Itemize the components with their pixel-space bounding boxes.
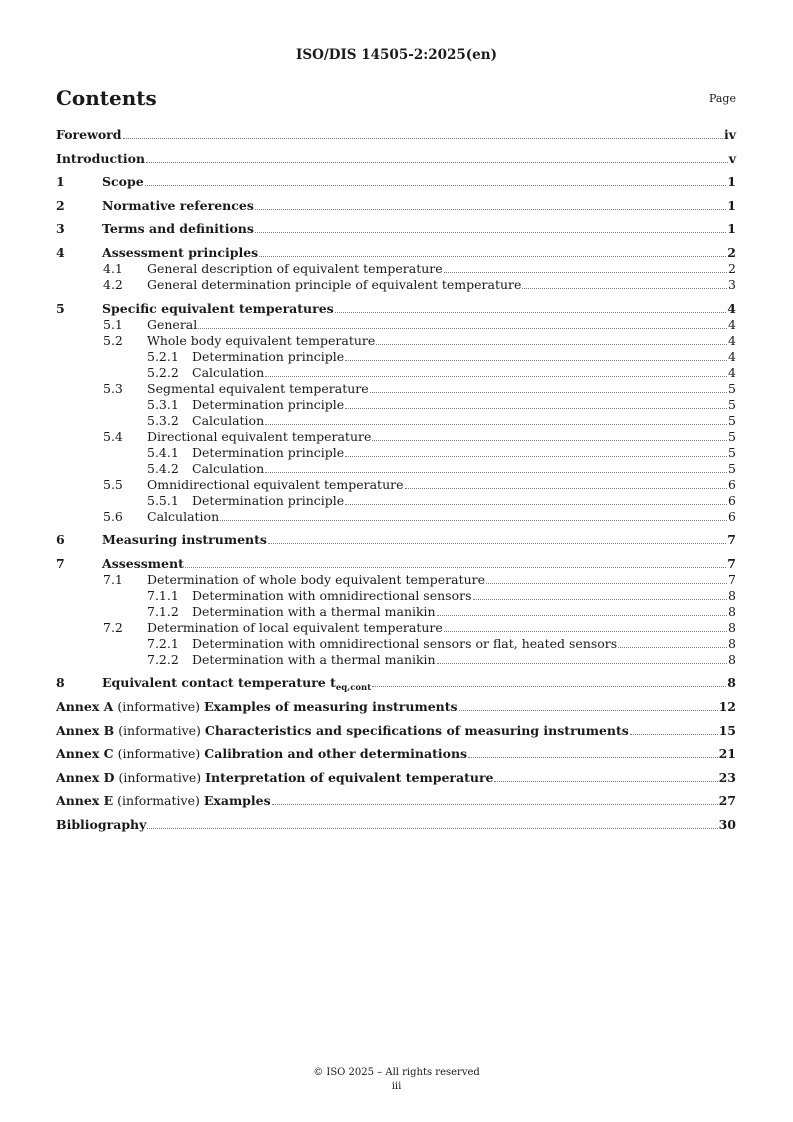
toc-entry-annex-e[interactable]: Annex E (informative) Examples 27 (56, 793, 736, 809)
dot-leader (345, 504, 727, 505)
page-column-label: Page (708, 92, 736, 105)
dot-leader (376, 344, 727, 345)
copyright-notice: © ISO 2025 – All rights reserved (313, 1067, 480, 1078)
annex-title: Interpretation of equivalent temperature (205, 769, 494, 785)
toc-entry-foreword[interactable]: Foreword iv (56, 127, 736, 142)
annex-label: Annex E (56, 793, 114, 809)
dot-leader (459, 710, 718, 711)
annex-title: Characteristics and specifications of measuring instruments (204, 722, 629, 738)
dot-leader (220, 520, 727, 521)
dot-leader (265, 472, 727, 473)
dot-leader (468, 757, 718, 758)
toc-entry-section-7-2-2[interactable]: 7.2.2 Determination with a thermal manikin 8 (147, 651, 736, 667)
annex-type: (informative) (117, 793, 200, 809)
dot-leader (630, 734, 718, 735)
toc-entry-annex-b[interactable]: Annex B (informative) Characteristics and specifications of measuring instruments 15 (56, 722, 736, 738)
dot-leader (272, 804, 718, 805)
toc-entry-annex-a[interactable]: Annex A (informative) Examples of measuring instruments 12 (56, 698, 736, 714)
dot-leader (444, 631, 727, 632)
toc-entry-bibliography[interactable]: Bibliography 30 (56, 816, 736, 832)
toc-entry-section-7-1[interactable]: 7.1 Determination of whole body equivalent temperature 7 (103, 571, 736, 587)
dot-leader (255, 209, 726, 210)
toc-entry-section-7[interactable]: 7 Assessment 7 (56, 555, 736, 571)
toc-entry-section-7-1-2[interactable]: 7.1.2 Determination with a thermal manikin 8 (147, 603, 736, 619)
toc-entry-section-5-3-2[interactable]: 5.3.2 Calculation 5 (147, 412, 736, 428)
toc-entry-section-4-1[interactable]: 4.1 General description of equivalent temperature 2 (103, 260, 736, 276)
dot-leader (345, 408, 727, 409)
page-title: Contents (56, 86, 157, 110)
toc-entry-section-5-2[interactable]: 5.2 Whole body equivalent temperature 4 (103, 332, 736, 348)
section-8-subscript: eq,cont (335, 683, 372, 694)
dot-leader (473, 599, 728, 600)
toc-entry-section-7-1-1[interactable]: 7.1.1 Determination with omnidirectional sensors 8 (147, 587, 736, 603)
annex-label: Annex D (56, 769, 115, 785)
annex-title: Examples of measuring instruments (204, 698, 458, 714)
dot-leader (145, 185, 727, 186)
dot-leader (522, 288, 727, 289)
annex-type: (informative) (118, 722, 201, 738)
toc-entry-section-7-2-1[interactable]: 7.2.1 Determination with omnidirectional sensors or flat, heated sensors 8 (147, 635, 736, 651)
toc-entry-section-5-3[interactable]: 5.3 Segmental equivalent temperature 5 (103, 380, 736, 396)
toc-entry-introduction[interactable]: Introduction v (56, 150, 736, 166)
dot-leader (486, 583, 727, 584)
toc-entry-section-5-5-1[interactable]: 5.5.1 Determination principle 6 (147, 492, 736, 508)
toc-entry-section-5-5[interactable]: 5.5 Omnidirectional equivalent temperature 6 (103, 476, 736, 492)
dot-leader (123, 138, 723, 139)
annex-type: (informative) (118, 769, 202, 785)
dot-leader (345, 360, 727, 361)
toc-entry-section-1[interactable]: 1 Scope 1 (56, 174, 736, 190)
section-8-title: Equivalent contact temperature t (102, 675, 336, 691)
toc-entry-section-5-2-1[interactable]: 5.2.1 Determination principle 4 (147, 348, 736, 364)
dot-leader (405, 488, 728, 489)
dot-leader (437, 663, 727, 664)
document-id: ISO/DIS 14505-2:2025(en) (296, 47, 497, 63)
dot-leader (494, 781, 717, 782)
dot-leader (259, 256, 726, 257)
dot-leader (345, 456, 727, 457)
dot-leader (147, 828, 717, 829)
toc-entry-section-3[interactable]: 3 Terms and definitions 1 (56, 221, 736, 237)
dot-leader (370, 392, 727, 393)
annex-title: Examples (203, 793, 271, 809)
dot-leader (198, 328, 727, 329)
toc-entry-section-4-2[interactable]: 4.2 General determination principle of equivalent temperature 3 (103, 276, 736, 292)
dot-leader (372, 686, 726, 687)
annex-label: Annex C (56, 746, 114, 762)
toc-entry-section-7-2[interactable]: 7.2 Determination of local equivalent temperature 8 (103, 619, 736, 635)
toc-entry-section-5-6[interactable]: 5.6 Calculation 6 (103, 508, 736, 524)
annex-type: (informative) (117, 746, 201, 762)
dot-leader (444, 272, 727, 273)
toc-entry-section-5-4-2[interactable]: 5.4.2 Calculation 5 (147, 460, 736, 476)
table-of-contents (56, 127, 736, 833)
annex-label: Annex B (56, 722, 115, 738)
dot-leader (255, 232, 726, 233)
toc-entry-section-5[interactable]: 5 Specific equivalent temperatures 4 (56, 300, 736, 316)
dot-leader (437, 615, 727, 616)
page-number: iii (391, 1081, 402, 1092)
dot-leader (618, 647, 727, 648)
dot-leader (268, 543, 726, 544)
dot-leader (372, 440, 727, 441)
toc-entry-section-5-2-2[interactable]: 5.2.2 Calculation 4 (147, 364, 736, 380)
toc-entry-annex-c[interactable]: Annex C (informative) Calibration and other determinations 21 (56, 746, 736, 762)
annex-title: Calibration and other determinations (204, 746, 468, 762)
annex-type: (informative) (117, 698, 201, 714)
toc-entry-section-5-1[interactable]: 5.1 General 4 (103, 316, 736, 332)
toc-entry-section-2[interactable]: 2 Normative references 1 (56, 197, 736, 213)
toc-entry-section-5-3-1[interactable]: 5.3.1 Determination principle 5 (147, 396, 736, 412)
page-footer (0, 1066, 793, 1094)
toc-entry-section-5-4[interactable]: 5.4 Directional equivalent temperature 5 (103, 428, 736, 444)
annex-label: Annex A (56, 698, 114, 714)
toc-entry-section-4[interactable]: 4 Assessment principles 2 (56, 244, 736, 260)
dot-leader (185, 567, 726, 568)
dot-leader (265, 424, 727, 425)
dot-leader (265, 376, 727, 377)
dot-leader (146, 162, 728, 163)
toc-entry-section-8[interactable]: 8 Equivalent contact temperature $t_{eq,cont}$ 8 (56, 675, 736, 694)
toc-entry-section-6[interactable]: 6 Measuring instruments 7 (56, 532, 736, 548)
toc-entry-section-5-4-1[interactable]: 5.4.1 Determination principle 5 (147, 444, 736, 460)
dot-leader (335, 312, 727, 313)
toc-entry-annex-d[interactable]: Annex D (informative) Interpretation of equivalent temperature 23 (56, 769, 736, 785)
